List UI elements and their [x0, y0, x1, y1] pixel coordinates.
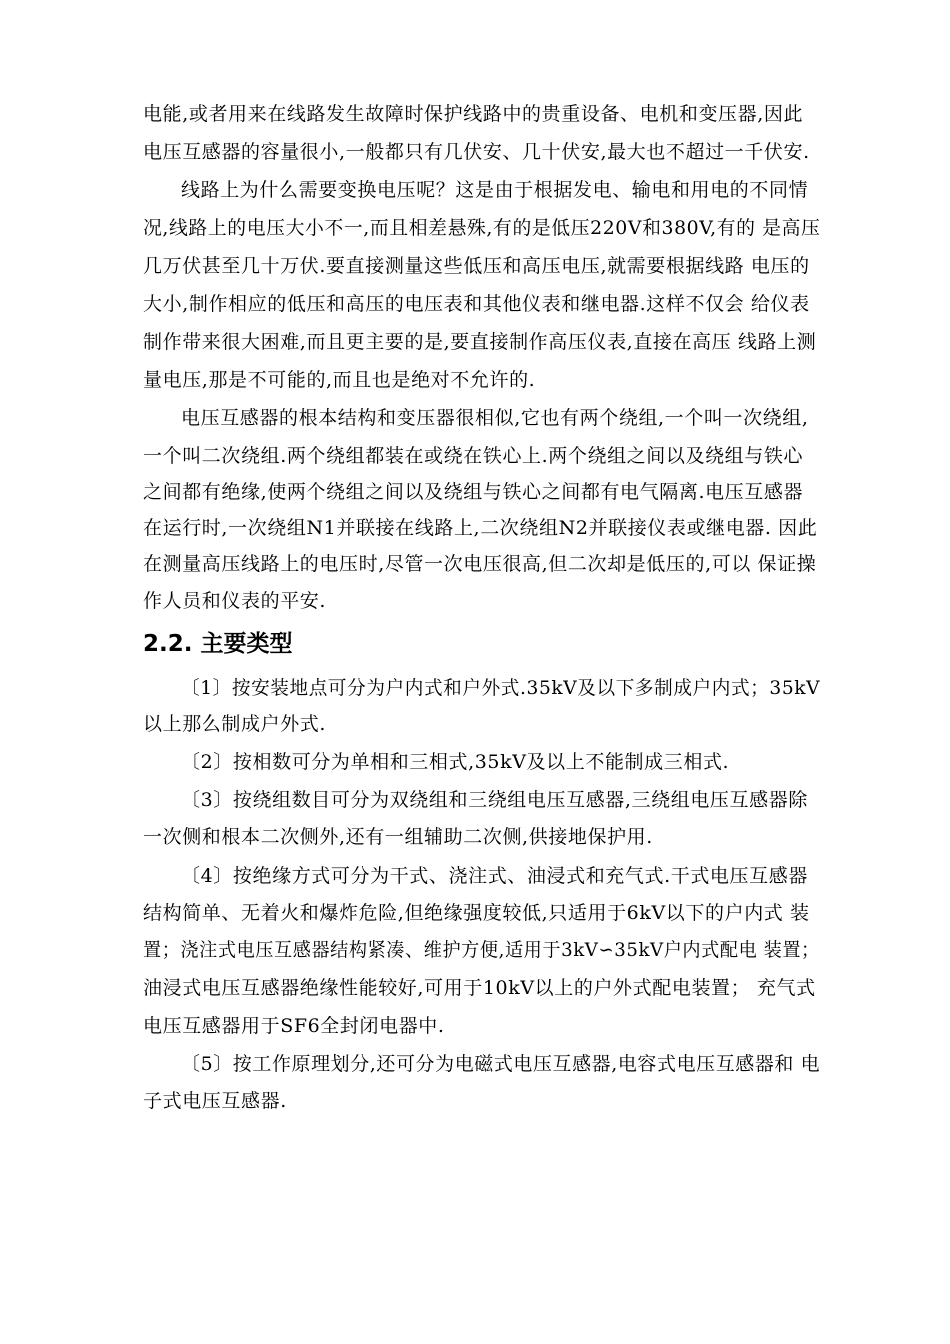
paragraph-line: 大小,制作相应的低压和高压的电压表和其他仪表和继电器.这样不仅会 给仪表 — [143, 293, 810, 315]
list-item-line: 〔4〕按绝缘方式可分为干式、浇注式、油浸式和充气式.干式电压互感器 — [181, 865, 808, 887]
paragraph-line: 几万伏甚至几十万伏.要直接测量这些低压和高压电压,就需要根据线路 电压的 — [143, 255, 810, 277]
paragraph-line: 在测量高压线路上的电压时,尽管一次电压很高,但二次却是低压的,可以 保证操 — [143, 553, 817, 575]
paragraph-line: 电压互感器的容量很小,一般都只有几伏安、几十伏安,最大也不超过一千伏安. — [143, 141, 810, 163]
list-item-line: 置；浇注式电压互感器结构紧凑、维护方便,适用于3kV∽35kV户内式配电 装置； — [143, 939, 820, 961]
list-item-line: 电压互感器用于SF6全封闭电器中. — [143, 1015, 445, 1037]
paragraph-line: 电压互感器的根本结构和变压器很相似,它也有两个绕组,一个叫一次绕组, — [181, 407, 809, 429]
paragraph-line: 线路上为什么需要变换电压呢？这是由于根据发电、输电和用电的不同情 — [181, 179, 809, 201]
paragraph-line: 作人员和仪表的平安. — [143, 590, 327, 612]
list-item-line: 〔3〕按绕组数目可分为双绕组和三绕组电压互感器,三绕组电压互感器除 — [181, 789, 808, 811]
list-item-line: 〔2〕按相数可分为单相和三相式,35kV及以上不能制成三相式. — [181, 751, 730, 773]
list-item-line: 子式电压互感器. — [143, 1090, 287, 1112]
paragraph-line: 电能,或者用来在线路发生故障时保护线路中的贵重设备、电机和变压器,因此 — [143, 103, 804, 125]
list-item-line: 〔1〕按安装地点可分为户内式和户外式.35kV及以下多制成户内式；35kV — [181, 677, 821, 699]
paragraph-line: 在运行时,一次绕组N1并联接在线路上,二次绕组N2并联接仪表或继电器. 因此 — [143, 517, 818, 539]
list-item-line: 以上那么制成户外式. — [143, 713, 327, 735]
paragraph-line: 之间都有绝缘,使两个绕组之间以及绕组与铁心之间都有电气隔离.电压互感器 — [143, 481, 804, 503]
paragraph-line: 量电压,那是不可能的,而且也是绝对不允许的. — [143, 369, 536, 391]
paragraph-line: 制作带来很大困难,而且更主要的是,要直接制作高压仪表,直接在高压 线路上测 — [143, 331, 817, 353]
paragraph-line: 况,线路上的电压大小不一,而且相差悬殊,有的是低压220V和380V,有的 是高压 — [143, 217, 821, 239]
list-item-line: 〔5〕按工作原理划分,还可分为电磁式电压互感器,电容式电压互感器和 电 — [181, 1053, 821, 1075]
section-heading: 2.2. 主要类型 — [143, 631, 293, 657]
list-item-line: 一次侧和根本二次侧外,还有一组辅助二次侧,供接地保护用. — [143, 826, 653, 848]
list-item-line: 结构简单、无着火和爆炸危险,但绝缘强度较低,只适用于6kV以下的户内式 装 — [143, 902, 810, 924]
paragraph-line: 一个叫二次绕组.两个绕组都装在或绕在铁心上.两个绕组之间以及绕组与铁心 — [143, 445, 804, 467]
list-item-line: 油浸式电压互感器绝缘性能较好,可用于10kV以上的户外式配电装置； 充气式 — [143, 977, 816, 999]
